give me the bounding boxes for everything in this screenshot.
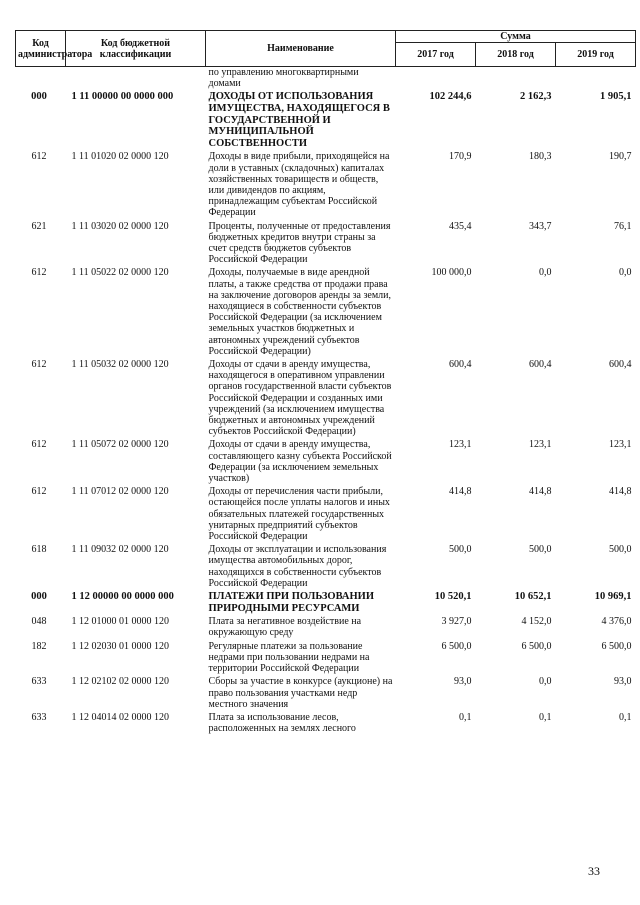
- sum-2018-cell: 0,0: [539, 676, 552, 688]
- sum-2017-cell: 102 244,6: [429, 91, 472, 103]
- revenue-name-cell: Доходы в виде прибыли, приходящейся на доли в уставных (складочных) капиталах хозяйственных товариществ и обществ, или дивидендов по акциям, принадлежащим субъектам Российской Федерации: [208, 151, 390, 219]
- budget-code-cell: 1 12 00000 00 0000 000: [71, 591, 174, 603]
- table-row: [16, 710, 636, 734]
- sum-2019-cell: 0,0: [619, 267, 632, 279]
- sum-2019-cell: 123,1: [609, 439, 632, 451]
- sum-2017-cell: 6 500,0: [441, 640, 472, 652]
- header-year-2018: 2018 год: [476, 43, 556, 67]
- table-row: [16, 614, 636, 638]
- budget-code-cell: 1 11 05072 02 0000 120: [71, 439, 169, 451]
- table-body: [16, 67, 636, 735]
- sum-2019-cell: 1 905,1: [600, 91, 632, 103]
- revenue-name-cell: Доходы от сдачи в аренду имущества, составляющего казну субъекта Российской Федерации (за исключением земельных участков): [208, 439, 392, 485]
- header-name: Наименование: [206, 31, 396, 67]
- revenue-name-cell: ДОХОДЫ ОТ ИСПОЛЬЗОВАНИЯ ИМУЩЕСТВА, НАХОДЯЩЕГОСЯ В ГОСУДАРСТВЕННОЙ И МУНИЦИПАЛЬНОЙ СОБСТВЕННОСТИ: [208, 91, 390, 149]
- table-row: [16, 437, 636, 484]
- table-row: [16, 149, 636, 218]
- budget-code-cell: 1 11 00000 00 0000 000: [71, 91, 174, 103]
- table-row: [16, 89, 636, 149]
- continuation-text: по управлению многоквартирными домами: [208, 67, 359, 90]
- revenue-name-cell: Регулярные платежи за пользование недрами при пользовании недрами на территории Российской Федерации: [208, 640, 370, 675]
- continuation-row: [16, 67, 636, 90]
- budget-code-cell: 1 11 05032 02 0000 120: [71, 359, 169, 371]
- budget-code-cell: 1 12 02102 02 0000 120: [71, 676, 169, 688]
- sum-2019-cell: 4 376,0: [601, 616, 632, 628]
- sum-2018-cell: 123,1: [529, 439, 552, 451]
- sum-2019-cell: 190,7: [609, 151, 632, 163]
- header-admin-code: Код администратора: [16, 31, 66, 67]
- sum-2018-cell: 6 500,0: [521, 640, 552, 652]
- table-row: [16, 265, 636, 357]
- sum-2017-cell: 500,0: [449, 544, 472, 556]
- budget-code-cell: 1 12 02030 01 0000 120: [71, 640, 169, 652]
- sum-2017-cell: 123,1: [449, 439, 472, 451]
- sum-2017-cell: 100 000,0: [431, 267, 472, 279]
- sum-2017-cell: 93,0: [454, 676, 472, 688]
- sum-2018-cell: 600,4: [529, 359, 552, 371]
- sum-2017-cell: 0,1: [459, 711, 472, 723]
- sum-2018-cell: 4 152,0: [521, 616, 552, 628]
- sum-2018-cell: 0,1: [539, 711, 552, 723]
- budget-revenue-table: [15, 30, 636, 734]
- revenue-name-cell: Проценты, полученные от предоставления бюджетных кредитов внутри страны за счет средств бюджетов субъектов Российской Федерации: [208, 220, 391, 266]
- admin-code-cell: 182: [31, 640, 47, 652]
- sum-2019-cell: 93,0: [614, 676, 632, 688]
- revenue-name-cell: Доходы от эксплуатации и использования имущества автомобильных дорог, находящихся в собственности субъектов Российской Федерации: [208, 544, 387, 589]
- admin-code-cell: 000: [31, 91, 47, 103]
- sum-2019-cell: 500,0: [609, 544, 632, 556]
- budget-code-cell: 1 12 04014 02 0000 120: [71, 711, 169, 723]
- sum-2019-cell: 600,4: [609, 359, 632, 371]
- sum-2018-cell: 2 162,3: [520, 91, 552, 103]
- revenue-name-cell: ПЛАТЕЖИ ПРИ ПОЛЬЗОВАНИИ ПРИРОДНЫМИ РЕСУРСАМИ: [208, 591, 375, 614]
- table-row: [16, 589, 636, 614]
- admin-code-cell: 633: [31, 711, 47, 723]
- table-row: [16, 674, 636, 710]
- budget-code-cell: 1 12 01000 01 0000 120: [71, 616, 169, 628]
- revenue-name-cell: Плата за негативное воздействие на окружающую среду: [208, 616, 362, 639]
- revenue-name-cell: Доходы, получаемые в виде арендной платы, а также средства от продажи права на заключение договоров аренды за земли, находящиеся в собственности субъектов Российской Федерации (за исключением земельных участков бюджетных и автономных учреждений субъектов Российской Федерации): [208, 267, 392, 357]
- budget-code-cell: 1 11 07012 02 0000 120: [71, 486, 169, 498]
- header-sum: Сумма: [396, 31, 636, 43]
- sum-2018-cell: 0,0: [539, 267, 552, 279]
- sum-2019-cell: 6 500,0: [601, 640, 632, 652]
- header-year-2017: 2017 год: [396, 43, 476, 67]
- table-row: [16, 639, 636, 675]
- header-year-2019: 2019 год: [556, 43, 636, 67]
- table-row: [16, 542, 636, 589]
- budget-code-cell: 1 11 01020 02 0000 120: [71, 151, 169, 163]
- admin-code-cell: 612: [31, 439, 47, 451]
- admin-code-cell: 000: [31, 591, 47, 603]
- budget-code-cell: 1 11 09032 02 0000 120: [71, 544, 169, 556]
- sum-2018-cell: 500,0: [529, 544, 552, 556]
- sum-2017-cell: 3 927,0: [441, 616, 472, 628]
- sum-2017-cell: 10 520,1: [434, 591, 472, 603]
- sum-2018-cell: 10 652,1: [514, 591, 552, 603]
- revenue-name-cell: Доходы от сдачи в аренду имущества, находящегося в оперативном управлении органов государственной власти субъектов Российской Федерации и созданных ими учреждений (за исключением имущества бюджетных и автономных учреждений субъектов Российской Федерации): [208, 359, 392, 438]
- sum-2017-cell: 435,4: [449, 220, 472, 232]
- admin-code-cell: 633: [31, 676, 47, 688]
- revenue-name-cell: Плата за использование лесов, расположенных на землях лесного: [208, 711, 356, 735]
- admin-code-cell: 618: [31, 544, 47, 556]
- budget-code-cell: 1 11 03020 02 0000 120: [71, 220, 169, 232]
- sum-2019-cell: 76,1: [614, 220, 632, 232]
- table-header: [16, 31, 636, 67]
- admin-code-cell: 612: [31, 151, 47, 163]
- page-number: 33: [588, 864, 600, 878]
- table-row: [16, 219, 636, 266]
- budget-table-sheet: [15, 30, 635, 734]
- sum-2018-cell: 414,8: [529, 486, 552, 498]
- sum-2017-cell: 414,8: [449, 486, 472, 498]
- header-budget-code: Код бюджетной классификации: [66, 31, 206, 67]
- sum-2017-cell: 170,9: [449, 151, 472, 163]
- sum-2019-cell: 10 969,1: [594, 591, 632, 603]
- admin-code-cell: 621: [31, 220, 47, 232]
- admin-code-cell: 048: [31, 616, 47, 628]
- table-row: [16, 357, 636, 437]
- table-row: [16, 484, 636, 542]
- sum-2018-cell: 180,3: [529, 151, 552, 163]
- revenue-name-cell: Доходы от перечисления части прибыли, остающейся после уплаты налогов и иных обязательных платежей государственных унитарных предприятий субъектов Российской Федерации: [208, 486, 390, 543]
- sum-2018-cell: 343,7: [529, 220, 552, 232]
- sum-2019-cell: 0,1: [619, 711, 632, 723]
- budget-code-cell: 1 11 05022 02 0000 120: [71, 267, 169, 279]
- revenue-name-cell: Сборы за участие в конкурсе (аукционе) на право пользования участками недр местного значения: [208, 676, 393, 710]
- admin-code-cell: 612: [31, 267, 47, 279]
- sum-2017-cell: 600,4: [449, 359, 472, 371]
- sum-2019-cell: 414,8: [609, 486, 632, 498]
- admin-code-cell: 612: [31, 359, 47, 371]
- admin-code-cell: 612: [31, 486, 47, 498]
